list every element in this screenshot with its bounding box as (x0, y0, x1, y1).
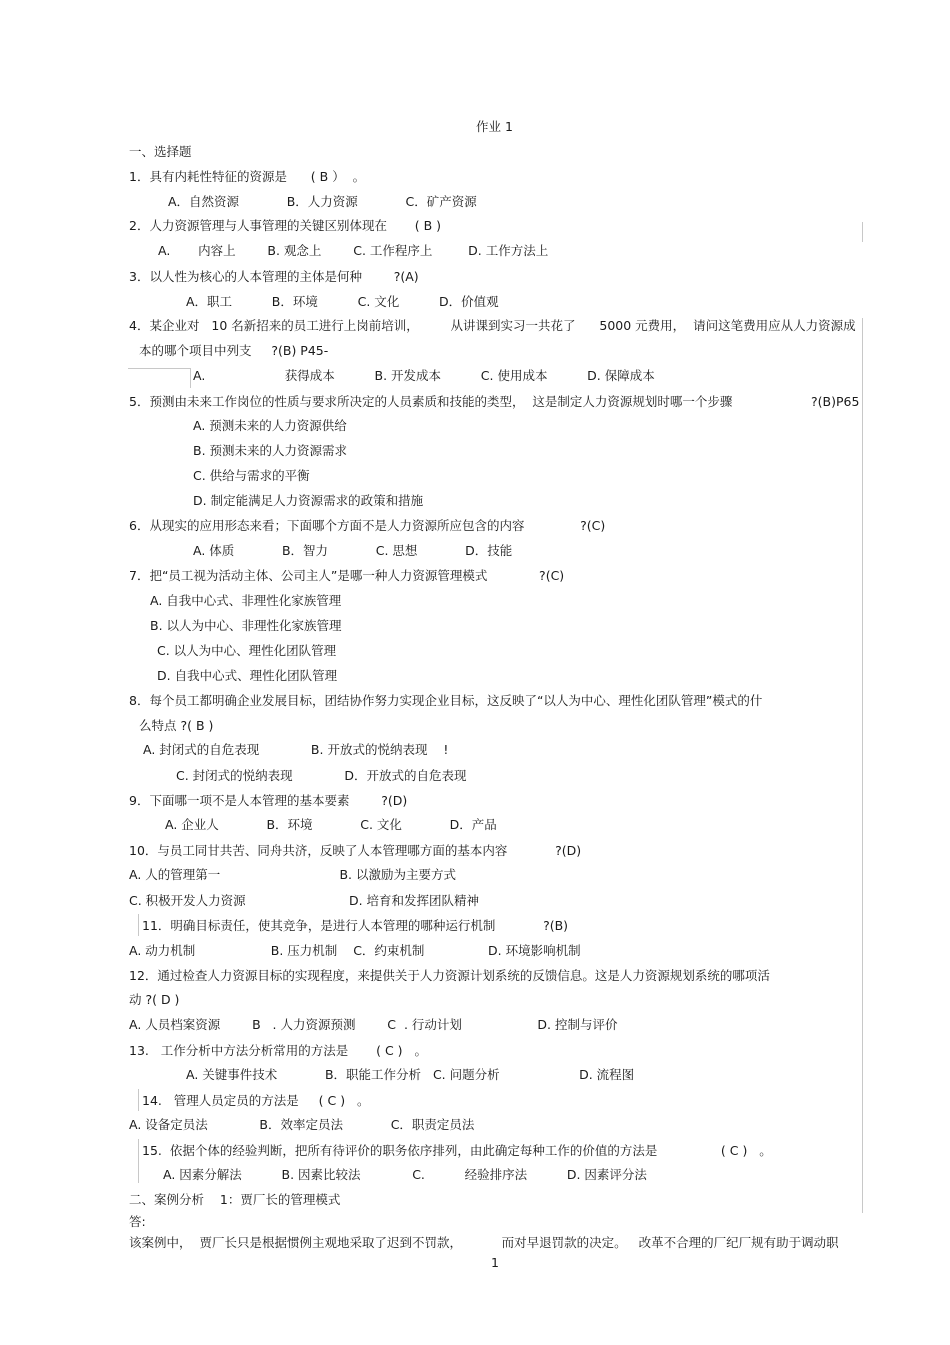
text-line-q13o: A. 关键事件技术 B．职能工作分析 C. 问题分析 D. 流程图 (186, 1067, 635, 1082)
text-line-q5ans: ?(B)P65 (811, 394, 860, 409)
text-line-q2o: A. 内容上 B. 观念上 C. 工作程序上 D. 工作方法上 (158, 243, 549, 258)
text-line-q6o: A. 体质 B．智力 C. 思想 D．技能 (193, 543, 513, 558)
text-line-q1: 1．具有内耗性特征的资源是 ( B ） 。 (129, 169, 366, 184)
text-line-q3: 3．以人性为核心的人本管理的主体是何种 ?(A) (129, 269, 419, 284)
text-line-s1: 一、选择题 (129, 144, 192, 159)
text-line-q5: 5．预测由未来工作岗位的性质与要求所决定的人员素质和技能的类型， 这是制定人力资源规划时哪一个步骤 (129, 394, 733, 409)
text-line-q9: 9．下面哪一项不是人本管理的基本要素 ?(D) (129, 793, 408, 808)
text-line-q8o1: A. 封闭式的自危表现 B. 开放式的悦纳表现 ! (143, 742, 449, 757)
text-line-q7c: C. 以人为中心、理性化团队管理 (157, 643, 337, 658)
page-title: 作业 1 (476, 119, 513, 134)
text-line-q10: 10．与员工同甘共苦、同舟共济，反映了人本管理哪方面的基本内容 ?(D) (129, 843, 582, 858)
text-line-q11: 11．明确目标责任，使其竞争，是进行人本管理的哪种运行机制 ?(B) (142, 918, 569, 933)
text-line-q4a: 4．某企业对 10 名新招来的员工进行上岗前培训， 从讲课到实习一共花了 5000 元费用， 请问这笔费用应从人力资源成 (129, 318, 856, 333)
text-line-ans: 答: (129, 1214, 146, 1229)
text-line-q10b: C. 积极开发人力资源 D. 培育和发挥团队精神 (129, 893, 480, 908)
text-line-q15o: A. 因素分解法 B. 因素比较法 C. 经验排序法 D. 因素评分法 (163, 1167, 647, 1182)
text-line-s2: 二、案例分析 1：贾厂长的管理模式 (129, 1192, 341, 1207)
margin-rule-left-q11 (138, 914, 139, 936)
text-line-q7a: A. 自我中心式、非理性化家族管理 (150, 593, 342, 608)
page-number: 1 (491, 1255, 499, 1270)
text-line-q5a: A. 预测未来的人力资源供给 (193, 418, 347, 433)
margin-rule-right (862, 222, 863, 242)
margin-rule-left-q4 (128, 368, 190, 369)
text-line-q7b: B. 以人为中心、非理性化家族管理 (150, 618, 342, 633)
text-line-q8o2: C. 封闭式的悦纳表现 D．开放式的自危表现 (176, 768, 467, 783)
text-line-q11o: A. 动力机制 B. 压力机制 C．约束机制 D. 环境影响机制 (129, 943, 581, 958)
text-line-q3o: A．职工 B．环境 C. 文化 D．价值观 (186, 294, 499, 309)
margin-rule-left-q14 (138, 1089, 139, 1111)
text-line-q12a: 12．通过检查人力资源目标的实现程度，来提供关于人力资源计划系统的反馈信息。这是人力资源规划系统的哪项活 (129, 968, 770, 983)
text-line-q12b: 动 ?( D ) (129, 992, 180, 1007)
text-line-body1: 该案例中， 贾厂长只是根据惯例主观地采取了迟到不罚款， 而对早退罚款的决定。 改革不合理的厂纪厂规有助于调动职 (129, 1235, 839, 1250)
margin-rule-left-q4v (190, 368, 191, 388)
text-line-q2: 2．人力资源管理与人事管理的关键区别体现在 ( B ) (129, 218, 442, 233)
text-line-q15: 15. 依据个体的经验判断，把所有待评价的职务依序排列，由此确定每种工作的价值的方法是 ( C ) 。 (142, 1143, 772, 1158)
margin-rule-right-long (862, 318, 863, 1213)
text-line-q7: 7．把“员工视为活动主体、公司主人”是哪一种人力资源管理模式 ?(C) (129, 568, 565, 583)
text-line-q5b: B. 预测未来的人力资源需求 (193, 443, 348, 458)
text-line-q9o: A. 企业人 B．环境 C. 文化 D．产品 (165, 817, 497, 832)
text-line-q14: 14. 管理人员定员的方法是 ( C ) 。 (142, 1093, 370, 1108)
text-line-q5d: D. 制定能满足人力资源需求的政策和措施 (193, 493, 424, 508)
text-line-q10a: A. 人的管理第一 B. 以激励为主要方式 (129, 867, 457, 882)
text-line-q13: 13. 工作分析中方法分析常用的方法是 ( C ) 。 (129, 1043, 427, 1058)
text-line-q5c: C. 供给与需求的平衡 (193, 468, 310, 483)
margin-rule-left-q15 (138, 1139, 139, 1183)
text-line-q12o: A. 人员档案资源 B . 人力资源预测 C . 行动计划 D. 控制与评价 (129, 1017, 618, 1032)
text-line-q7d: D. 自我中心式、理性化团队管理 (157, 668, 338, 683)
text-line-q6: 6．从现实的应用形态来看；下面哪个方面不是人力资源所应包含的内容 ?(C) (129, 518, 606, 533)
text-line-q1o: A．自然资源 B．人力资源 C．矿产资源 (168, 194, 477, 209)
text-line-q4b: 本的哪个项目中列支 ?(B) P45- (139, 343, 329, 358)
text-line-q8a: 8．每个员工都明确企业发展目标，团结协作努力实现企业目标，这反映了“以人为中心、理性化团队管理”模式的什 (129, 693, 763, 708)
text-line-q4o: A. 获得成本 B. 开发成本 C. 使用成本 D. 保障成本 (193, 368, 655, 383)
text-line-q8b: 么特点 ?( B ) (139, 718, 214, 733)
text-line-q14o: A. 设备定员法 B．效率定员法 C．职责定员法 (129, 1117, 475, 1132)
